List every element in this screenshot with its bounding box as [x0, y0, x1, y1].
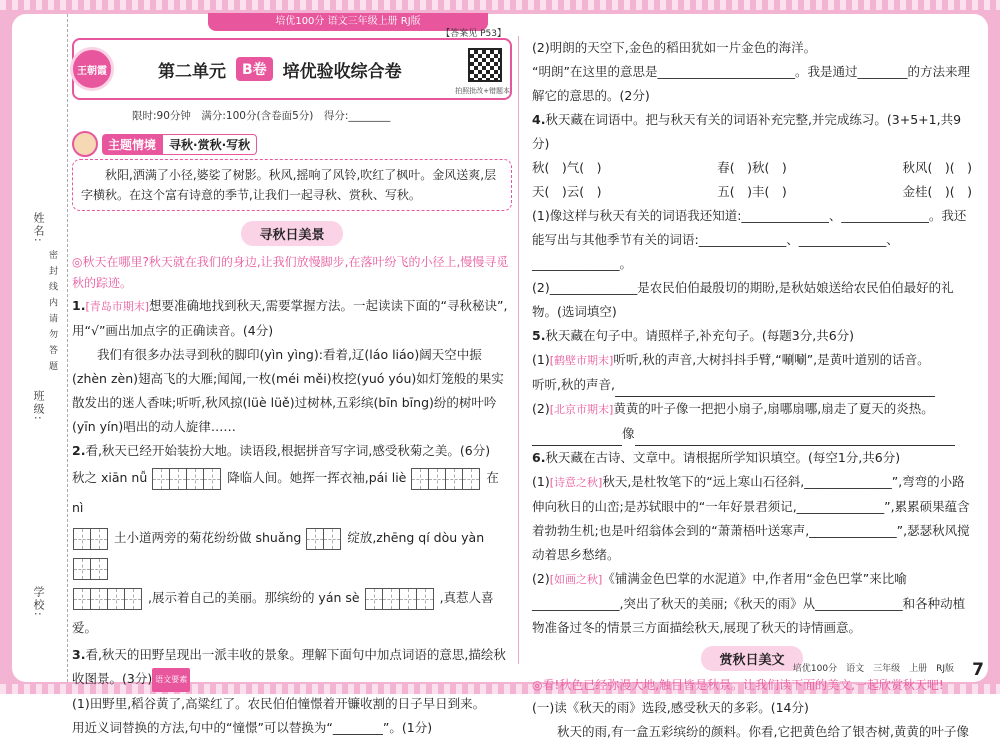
question-text: 秋天藏在古诗、文章中。请根据所学知识填空。(每空1分,共6分)	[545, 450, 901, 465]
source-tag: [鹤壁市期末]	[549, 354, 614, 367]
pinyin-prompt: 在 nì	[72, 470, 499, 515]
answer-line[interactable]	[635, 432, 955, 446]
answer-prompt: 听听,秋的声音,	[532, 377, 615, 392]
question-4	[532, 108, 972, 156]
question-number: 3.	[72, 647, 86, 662]
writing-grid[interactable]	[74, 528, 108, 550]
q4-sub-2: (2)______________是农民伯伯最殷切的期盼,是秋姑娘送给农民伯伯最好的礼物。(选词填空)	[532, 280, 954, 319]
question-number: 6.	[532, 450, 546, 465]
idiom-blank[interactable]: 春( )秋( )	[717, 160, 787, 175]
section-title: 赏秋日美文	[701, 646, 802, 671]
writing-grid[interactable]	[74, 558, 108, 580]
qr-code-icon[interactable]	[468, 48, 502, 82]
q3-sub-2: “明朗”在这里的意思是______________________。我是通过________的方法来理解它的意思的。(2分)	[532, 64, 970, 103]
theme-banner	[72, 131, 512, 157]
answer-prompt: 像	[622, 426, 635, 441]
q6-sub-2: (2)[如画之秋]《铺满金色巴掌的水泥道》中,作者用“金色巴掌”来比喻______________,突出了秋天的美丽;《秋天的雨》从______________和各种动植物准备过冬的情景三方面描绘秋天,展现了秋天的诗情画意。	[532, 571, 966, 635]
idiom-blank[interactable]: 秋( )气( )	[532, 160, 602, 175]
question-text: 看,秋天已经开始装扮大地。读语段,根据拼音写字词,感受秋菊之美。(6分)	[85, 443, 491, 458]
idiom-blank[interactable]: 天( )云( )	[532, 184, 602, 199]
theme-label: 主题情境	[102, 134, 162, 155]
source-tag: [青岛市期末]	[85, 300, 150, 313]
cartoon-boy-icon	[72, 131, 98, 157]
source-tag: [如画之秋]	[549, 573, 603, 586]
worksheet-page	[12, 14, 988, 739]
example-sentence: 黄黄的叶子像一把把小扇子,扇哪扇哪,扇走了夏天的炎热。	[613, 401, 934, 416]
question-text: 看,秋天的田野呈现出一派丰收的景象。理解下面句中加点词语的意思,描绘秋收图景。(3分)	[72, 647, 506, 686]
example-sentence: 听听,秋的声音,大树抖抖手臂,“唰唰”,是黄叶道别的话音。	[613, 352, 930, 367]
exam-title: 培优验收综合卷	[282, 61, 402, 82]
answer-reference: 【答案见 P53】	[441, 29, 506, 39]
question-number: 2.	[72, 443, 86, 458]
seal-line-note: 密 封 线 内 请 勿 答 题	[47, 250, 57, 373]
q5-answer-2	[532, 422, 972, 446]
column-divider	[518, 36, 519, 664]
idiom-blank[interactable]: 五( )丰( )	[717, 184, 787, 199]
q2-line-2	[72, 523, 512, 583]
writing-grid[interactable]	[307, 528, 341, 550]
q2-line-1	[72, 463, 512, 523]
source-tag: [北京市期末]	[549, 403, 614, 416]
writing-grid[interactable]	[74, 588, 142, 610]
question-5	[532, 324, 972, 348]
exam-meta: 限时:90分钟 满分:100分(含卷面5分) 得分:________	[132, 110, 391, 122]
theme-value: 寻秋·赏秋·写秋	[162, 134, 257, 155]
exam-header	[72, 29, 512, 100]
pinyin-prompt: 降临人间。她挥一挥衣袖,pái liè	[227, 470, 407, 485]
question-text: 想要准确地找到秋天,需要掌握方法。一起读读下面的“寻秋秘诀”,用“√”画出加点字的正确读音。(4分)	[72, 298, 508, 338]
q4-row-1	[532, 156, 972, 180]
question-number: 4.	[532, 112, 546, 127]
question-text: 《铺满金色巴掌的水泥道》中,作者用“金色巴掌”来比喻______________,突出了秋天的美丽;《秋天的雨》从______________和各种动植物准备过冬的情景三方面描绘秋天,展现了秋天的诗情画意。	[532, 571, 966, 635]
pinyin-prompt: ,展示着自己的美丽。那缤纷的 yán sè	[147, 590, 360, 605]
volume-badge: B卷	[236, 57, 273, 81]
section-heading-1	[72, 221, 512, 246]
scallop-top	[0, 0, 1000, 10]
binding-margin	[12, 14, 68, 682]
top-ribbon: 培优100分 语文三年级上册 RJ版	[208, 13, 488, 31]
pinyin-prompt: 秋之 xiān nǚ	[72, 470, 148, 485]
q4-row-2	[532, 180, 972, 204]
question-text: 秋天藏在句子中。请照样子,补充句子。(每题3分,共6分)	[545, 328, 855, 343]
q5-sub-2: (2)[北京市期末]黄黄的叶子像一把把小扇子,扇哪扇哪,扇走了夏天的炎热。	[532, 401, 934, 416]
question-text: 秋天藏在词语中。把与秋天有关的词语补充完整,并完成练习。(3+5+1,共9分)	[532, 112, 962, 151]
question-6	[532, 446, 972, 470]
pinyin-prompt: 土小道两旁的菊花纷纷做 shuǎng	[113, 530, 302, 545]
question-2	[72, 439, 512, 463]
reading-question: (一)读《秋天的雨》选段,感受秋天的多彩。(14分)	[532, 700, 809, 715]
reading-passage: 秋天的雨,有一盒五彩缤纷的颜料。你看,它把黄色给了银杏树,黄黄的叶子像	[557, 724, 969, 739]
left-column	[72, 29, 512, 740]
theme-intro: 秋阳,洒满了小径,婆娑了树影。秋风,摇响了风铃,吹红了枫叶。金风送爽,层字横秋。在这个富有诗意的季节,让我们一起寻秋、赏秋、写秋。	[72, 159, 512, 211]
class-label: 班级:	[32, 390, 45, 422]
brand-logo: 王朝霞	[70, 47, 114, 91]
source-tag: [诗意之秋]	[549, 476, 603, 489]
school-label: 学校:	[32, 586, 45, 618]
answer-line[interactable]	[615, 383, 935, 397]
question-number: 5.	[532, 328, 546, 343]
q3-sentence-2: (2)明朗的天空下,金色的稻田犹如一片金色的海洋。	[532, 40, 817, 55]
writing-grid[interactable]	[153, 468, 221, 490]
writing-grid[interactable]	[412, 468, 480, 490]
q6-sub-1: (1)[诗意之秋]秋天,是杜牧笔下的“远上寒山石径斜,______________”,弯弯的小路伸向秋日的山峦;是苏轼眼中的“一年好景君须记,______________”,累累硕果蕴含着勃勃生机;也是叶绍翁体会到的“萧萧梧叶送寒声,______________”,瑟瑟秋风搅动着思乡愁绪。	[532, 474, 970, 562]
q5-sub-1: (1)[鹤壁市期末]听听,秋的声音,大树抖抖手臂,“唰唰”,是黄叶道别的话音。	[532, 352, 930, 367]
key-element-badge: 语文要素	[152, 668, 190, 692]
page-number: 7	[972, 660, 984, 680]
writing-grid[interactable]	[366, 588, 434, 610]
right-column	[532, 36, 972, 744]
qr-caption: 拍照批改+错题本	[455, 87, 510, 95]
question-3	[72, 643, 512, 692]
section-title: 寻秋日美景	[241, 221, 342, 246]
q3-sub-1: 用近义词替换的方法,句中的“憧憬”可以替换为“________”。(1分)	[72, 719, 433, 735]
unit-label: 第二单元	[158, 61, 226, 82]
name-label: 姓名:	[32, 212, 45, 244]
pinyin-prompt: 绽放,zhēng qí dòu yàn	[347, 530, 485, 545]
q1-passage: 我们有很多办法寻到秋的脚印(yìn yìng):看着,辽(láo liáo)阔天空中振(zhèn zèn)翅高飞的大雁;闻闻,一枚(méi měi)枚挖(yuó yóu)如灯笼般的果实散发出的迷人香味;听听,秋风掠(lüè lüě)过树林,五彩缤(bīn bīng)纷的树叶吟(yīn yín)唱出的动人旋律……	[72, 347, 504, 434]
pinyin-prompt: ,真惹人喜爱。	[72, 590, 494, 635]
answer-line[interactable]	[532, 432, 622, 446]
q4-sub-1: (1)像这样与秋天有关的词语我还知道:______________、______________。我还能写出与其他季节有关的词语:______________、______________、______________。	[532, 208, 967, 271]
q2-line-3	[72, 583, 512, 643]
section-lead: ◎秋天在哪里?秋天就在我们的身边,让我们放慢脚步,在落叶纷飞的小径上,慢慢寻觅秋的踪迹。	[72, 255, 509, 290]
idiom-blank[interactable]: 秋风( )( )	[902, 160, 972, 175]
page-footer: 培优100分 语文 三年级 上册 RJ版	[792, 664, 954, 674]
idiom-blank[interactable]: 金桂( )( )	[902, 184, 972, 199]
question-1	[72, 294, 512, 343]
q3-sentence-1: (1)田野里,稻谷黄了,高粱红了。农民伯伯憧憬着开镰收割的日子早日到来。	[72, 695, 486, 711]
section-lead: ◎看!秋色已经弥漫大地,触目皆是秋景。让我们读下面的美文,一起欣赏秋天吧!	[532, 678, 944, 692]
q5-answer-1	[532, 373, 972, 397]
question-text: 秋天,是杜牧笔下的“远上寒山石径斜,______________”,弯弯的小路伸向秋日的山峦;是苏轼眼中的“一年好景君须记,______________”,累累硕果蕴含着勃勃生机;也是叶绍翁体会到的“萧萧梧叶送寒声,______________”,瑟瑟秋风搅动着思乡愁绪。	[532, 474, 970, 562]
question-number: 1.	[72, 298, 86, 313]
